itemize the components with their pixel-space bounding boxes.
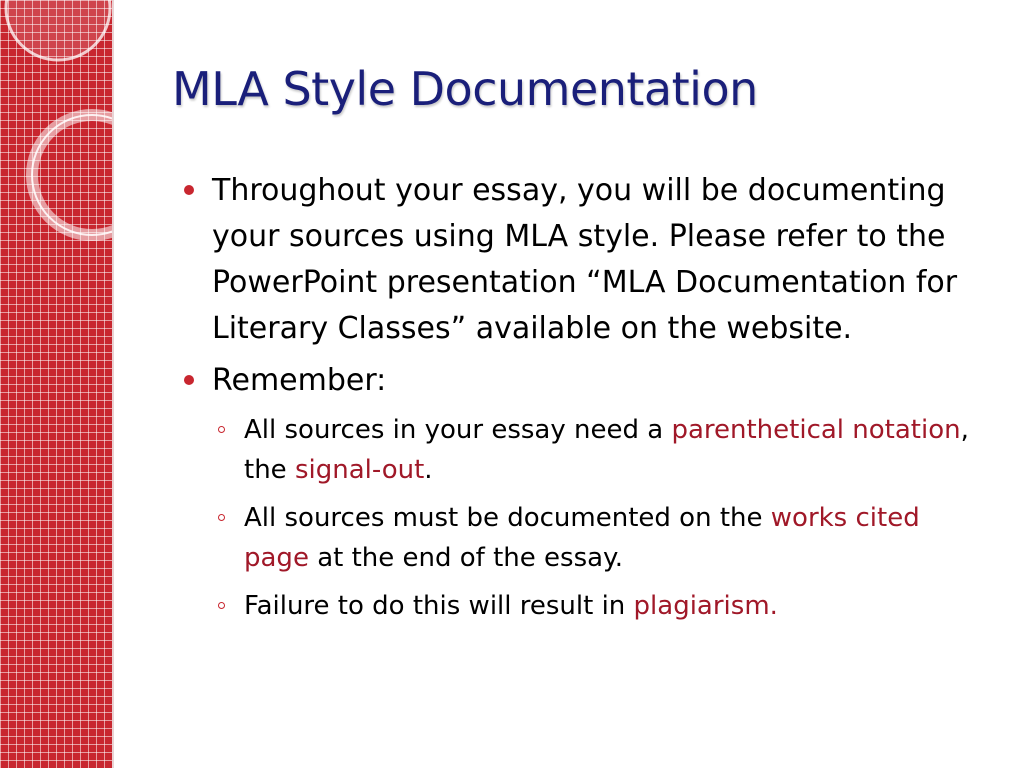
bullet-item: [178, 168, 978, 352]
sub-bullet-text: , the: [244, 415, 969, 485]
sub-bullet-item: [212, 410, 978, 490]
highlight-term-works-cited-page: works cited page: [244, 503, 920, 573]
sub-bullet-ring-icon: [218, 514, 225, 521]
sub-bullet-text: All sources in your essay need a: [244, 415, 672, 445]
sub-bullet-list: [178, 410, 978, 626]
side-band-edge: [112, 0, 114, 768]
bullet-dot-icon: [184, 185, 194, 195]
sub-bullet-item: [212, 498, 978, 578]
slide-title: MLA Style Documentation: [172, 62, 758, 116]
decorative-rings-graphic: [0, 0, 112, 260]
sub-bullet-ring-icon: [218, 602, 225, 609]
sub-bullet-text: Failure to do this will result in: [244, 591, 634, 621]
sub-bullet-ring-icon: [218, 426, 225, 433]
sub-bullet-text: at the end of the essay.: [308, 543, 623, 573]
decorative-side-band: [0, 0, 112, 768]
sub-bullet-text: .: [424, 455, 433, 485]
bullet-text: Remember:: [212, 363, 387, 398]
bullet-item: [178, 358, 978, 404]
sub-bullet-item: [212, 586, 978, 626]
bullet-dot-icon: [184, 375, 194, 385]
highlight-term-plagiarism: plagiarism.: [633, 591, 778, 621]
sub-bullet-text: All sources must be documented on the: [244, 503, 771, 533]
bullet-list: [178, 168, 978, 634]
highlight-term-parenthetical-notation: parenthetical notation: [671, 415, 961, 445]
bullet-text: Throughout your essay, you will be documenting your sources using MLA style. Please refer to the PowerPoint presentation “MLA Documentation for Literary Classes” available on the website.: [212, 173, 958, 346]
highlight-term-signal-out: signal-out: [294, 455, 425, 485]
